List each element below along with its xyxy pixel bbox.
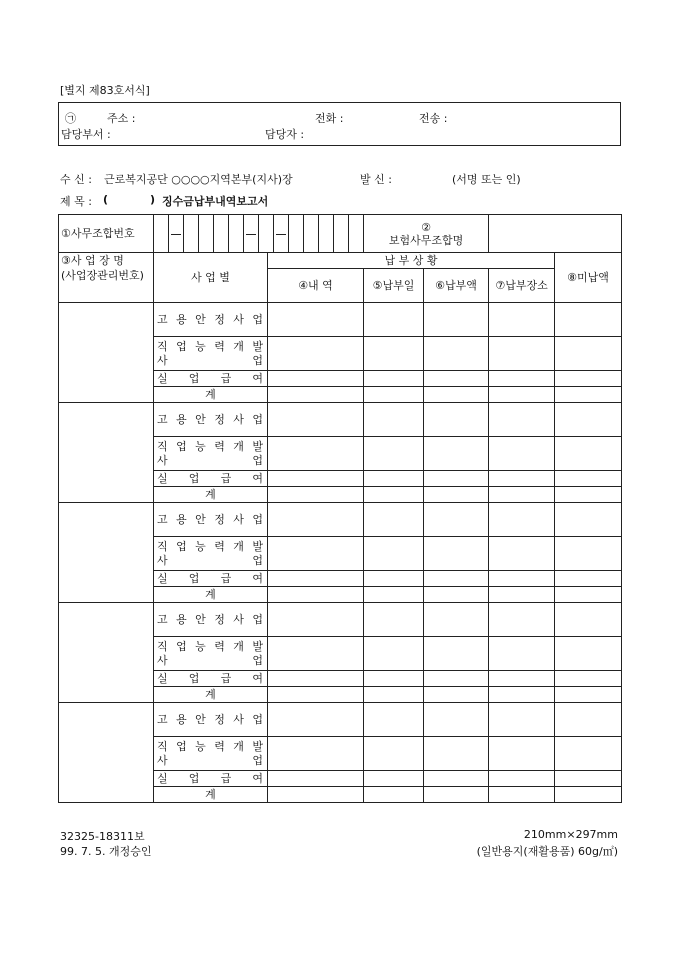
logo-icon: ㉠ bbox=[65, 112, 76, 125]
workplace-cell[interactable] bbox=[59, 603, 154, 703]
workplace-cell[interactable] bbox=[59, 303, 154, 403]
data-cell[interactable] bbox=[489, 771, 555, 787]
data-cell[interactable] bbox=[555, 503, 622, 537]
data-cell[interactable] bbox=[489, 471, 555, 487]
data-cell[interactable] bbox=[489, 387, 555, 403]
subject-paren-close: ) bbox=[150, 193, 156, 206]
data-cell[interactable] bbox=[364, 403, 424, 437]
data-cell[interactable] bbox=[424, 537, 489, 571]
data-cell[interactable] bbox=[364, 437, 424, 471]
workplace-cell[interactable] bbox=[59, 503, 154, 603]
workplace-number-label: (사업장관리번호) bbox=[61, 269, 144, 282]
form-label: [별지 제83호서식] bbox=[60, 84, 150, 97]
data-cell[interactable] bbox=[424, 571, 489, 587]
data-cell[interactable] bbox=[424, 687, 489, 703]
business-item: 직 업 능 력 개 발 사 업 bbox=[154, 337, 268, 371]
data-cell[interactable] bbox=[268, 671, 364, 687]
business-item: 직 업 능 력 개 발 사 업 bbox=[154, 637, 268, 671]
data-cell[interactable] bbox=[489, 703, 555, 737]
table-row bbox=[59, 403, 622, 437]
data-cell[interactable] bbox=[364, 703, 424, 737]
data-cell[interactable] bbox=[489, 437, 555, 471]
table-row bbox=[59, 303, 622, 337]
business-item: 계 bbox=[154, 487, 268, 503]
data-cell[interactable] bbox=[489, 571, 555, 587]
data-cell[interactable] bbox=[555, 387, 622, 403]
data-cell[interactable] bbox=[489, 587, 555, 603]
data-cell[interactable] bbox=[424, 703, 489, 737]
data-cell[interactable] bbox=[555, 537, 622, 571]
data-cell[interactable] bbox=[555, 787, 622, 803]
business-item: 고 용 안 정 사 업 bbox=[154, 403, 268, 437]
data-cell[interactable] bbox=[489, 487, 555, 503]
data-cell[interactable] bbox=[364, 587, 424, 603]
recipient-label: 수 신 : bbox=[60, 173, 92, 186]
paper-size: 210mm×297mm bbox=[523, 828, 618, 841]
data-cell[interactable] bbox=[489, 503, 555, 537]
data-cell[interactable] bbox=[268, 637, 364, 671]
data-cell[interactable] bbox=[268, 537, 364, 571]
form-code: 32325-18311보 bbox=[60, 830, 145, 843]
business-item: 실 업 급 여 bbox=[154, 371, 268, 387]
data-cell[interactable] bbox=[555, 771, 622, 787]
data-cell[interactable] bbox=[424, 371, 489, 387]
data-cell[interactable] bbox=[268, 787, 364, 803]
data-cell[interactable] bbox=[268, 687, 364, 703]
data-cell[interactable] bbox=[489, 603, 555, 637]
sign-label: (서명 또는 인) bbox=[452, 173, 521, 186]
data-cell[interactable] bbox=[489, 787, 555, 803]
data-cell[interactable] bbox=[489, 737, 555, 771]
business-item: 계 bbox=[154, 387, 268, 403]
business-item: 직 업 능 력 개 발 사 업 bbox=[154, 437, 268, 471]
data-cell[interactable] bbox=[555, 437, 622, 471]
unpaid-header: ⑧미납액 bbox=[555, 253, 622, 303]
data-cell[interactable] bbox=[364, 671, 424, 687]
data-cell[interactable] bbox=[268, 303, 364, 337]
table-row bbox=[59, 703, 622, 737]
fax-label: 전송 : bbox=[419, 112, 448, 125]
data-cell[interactable] bbox=[555, 371, 622, 387]
pay-place-header: ⑦납부장소 bbox=[489, 269, 555, 303]
workplace-cell[interactable] bbox=[59, 703, 154, 803]
data-cell[interactable] bbox=[364, 371, 424, 387]
data-cell[interactable] bbox=[268, 337, 364, 371]
office-name-header bbox=[364, 215, 489, 253]
data-cell[interactable] bbox=[364, 637, 424, 671]
dept-label: 담당부서 : bbox=[61, 128, 111, 141]
data-cell[interactable] bbox=[364, 337, 424, 371]
data-cell[interactable] bbox=[424, 603, 489, 637]
data-cell[interactable] bbox=[268, 771, 364, 787]
data-cell[interactable] bbox=[489, 403, 555, 437]
data-cell[interactable] bbox=[555, 303, 622, 337]
data-cell[interactable] bbox=[424, 503, 489, 537]
table-row bbox=[59, 603, 622, 637]
data-cell[interactable] bbox=[424, 403, 489, 437]
business-item: 직 업 능 력 개 발 사 업 bbox=[154, 737, 268, 771]
data-cell[interactable] bbox=[555, 487, 622, 503]
data-cell[interactable] bbox=[424, 471, 489, 487]
data-cell[interactable] bbox=[555, 587, 622, 603]
data-cell[interactable] bbox=[424, 437, 489, 471]
data-cell[interactable] bbox=[555, 603, 622, 637]
business-item: 실 업 급 여 bbox=[154, 471, 268, 487]
business-item: 계 bbox=[154, 687, 268, 703]
business-item: 고 용 안 정 사 업 bbox=[154, 503, 268, 537]
data-cell[interactable] bbox=[268, 703, 364, 737]
data-cell[interactable] bbox=[268, 403, 364, 437]
data-cell[interactable] bbox=[424, 303, 489, 337]
data-cell[interactable] bbox=[555, 637, 622, 671]
data-cell[interactable] bbox=[268, 437, 364, 471]
office-name-label: 보험사무조합명 bbox=[388, 233, 464, 247]
data-cell[interactable] bbox=[555, 471, 622, 487]
data-cell[interactable] bbox=[364, 387, 424, 403]
workplace-header bbox=[59, 253, 154, 303]
business-item: 계 bbox=[154, 587, 268, 603]
business-item: 직 업 능 력 개 발 사 업 bbox=[154, 537, 268, 571]
business-item: 실 업 급 여 bbox=[154, 571, 268, 587]
paper-type: (일반용지(재활용품) 60g/㎡) bbox=[476, 845, 618, 858]
data-cell[interactable] bbox=[424, 487, 489, 503]
data-cell[interactable] bbox=[489, 671, 555, 687]
details-header: ④내 역 bbox=[268, 269, 364, 303]
data-cell[interactable] bbox=[268, 487, 364, 503]
workplace-cell[interactable] bbox=[59, 403, 154, 503]
data-cell[interactable] bbox=[364, 737, 424, 771]
data-cell[interactable] bbox=[364, 571, 424, 587]
pay-date-header: ⑤납부일 bbox=[364, 269, 424, 303]
data-cell[interactable] bbox=[364, 537, 424, 571]
approval-date: 99. 7. 5. 개정승인 bbox=[60, 845, 152, 858]
data-cell[interactable] bbox=[555, 703, 622, 737]
person-label: 담당자 : bbox=[265, 128, 305, 141]
business-item: 실 업 급 여 bbox=[154, 671, 268, 687]
data-cell[interactable] bbox=[268, 737, 364, 771]
data-cell[interactable] bbox=[364, 487, 424, 503]
phone-label: 전화 : bbox=[315, 112, 344, 125]
data-cell[interactable] bbox=[364, 303, 424, 337]
data-cell[interactable] bbox=[268, 371, 364, 387]
data-cell[interactable] bbox=[555, 571, 622, 587]
data-cell[interactable] bbox=[364, 471, 424, 487]
data-cell[interactable] bbox=[424, 587, 489, 603]
data-cell[interactable] bbox=[555, 337, 622, 371]
address-label: 주소 : bbox=[107, 112, 136, 125]
data-cell[interactable] bbox=[268, 387, 364, 403]
data-cell[interactable] bbox=[268, 571, 364, 587]
data-cell[interactable] bbox=[424, 771, 489, 787]
office-number-label: ①사무조합번호 bbox=[59, 215, 154, 253]
data-cell[interactable] bbox=[555, 737, 622, 771]
workplace-label: ③사 업 장 명 bbox=[61, 254, 124, 267]
data-cell[interactable] bbox=[489, 337, 555, 371]
data-cell[interactable] bbox=[364, 771, 424, 787]
data-cell[interactable] bbox=[268, 587, 364, 603]
subject-label: 제 목 : bbox=[60, 195, 92, 208]
data-cell[interactable] bbox=[364, 503, 424, 537]
data-cell[interactable] bbox=[424, 387, 489, 403]
data-cell[interactable] bbox=[268, 603, 364, 637]
payment-status-header: 납 부 상 황 bbox=[268, 253, 555, 269]
office-number-boxes[interactable] bbox=[154, 215, 364, 253]
data-cell[interactable] bbox=[489, 687, 555, 703]
business-item: 실 업 급 여 bbox=[154, 771, 268, 787]
data-cell[interactable] bbox=[424, 787, 489, 803]
data-cell[interactable] bbox=[364, 603, 424, 637]
data-cell[interactable] bbox=[364, 687, 424, 703]
subject-paren-open: ( bbox=[103, 193, 109, 206]
data-cell[interactable] bbox=[424, 337, 489, 371]
sender-label: 발 신 : bbox=[360, 173, 392, 186]
data-cell[interactable] bbox=[268, 503, 364, 537]
office-name-num: ② bbox=[421, 220, 431, 234]
office-name-value[interactable] bbox=[489, 215, 622, 253]
data-cell[interactable] bbox=[424, 737, 489, 771]
data-cell[interactable] bbox=[555, 403, 622, 437]
recipient-value: 근로복지공단 ○○○○지역본부(지사)장 bbox=[104, 173, 293, 186]
report-table bbox=[58, 214, 622, 803]
pay-amount-header: ⑥납부액 bbox=[424, 269, 489, 303]
business-header: 사 업 별 bbox=[154, 253, 268, 303]
data-cell[interactable] bbox=[364, 787, 424, 803]
business-item: 고 용 안 정 사 업 bbox=[154, 303, 268, 337]
data-cell[interactable] bbox=[489, 537, 555, 571]
business-item: 고 용 안 정 사 업 bbox=[154, 703, 268, 737]
header-box bbox=[58, 102, 621, 146]
data-cell[interactable] bbox=[424, 637, 489, 671]
data-cell[interactable] bbox=[555, 687, 622, 703]
table-row bbox=[59, 503, 622, 537]
data-cell[interactable] bbox=[489, 303, 555, 337]
data-cell[interactable] bbox=[489, 371, 555, 387]
data-cell[interactable] bbox=[268, 471, 364, 487]
subject-value: 징수금납부내역보고서 bbox=[162, 195, 269, 208]
data-cell[interactable] bbox=[424, 671, 489, 687]
data-cell[interactable] bbox=[555, 671, 622, 687]
business-item: 계 bbox=[154, 787, 268, 803]
business-item: 고 용 안 정 사 업 bbox=[154, 603, 268, 637]
data-cell[interactable] bbox=[489, 637, 555, 671]
